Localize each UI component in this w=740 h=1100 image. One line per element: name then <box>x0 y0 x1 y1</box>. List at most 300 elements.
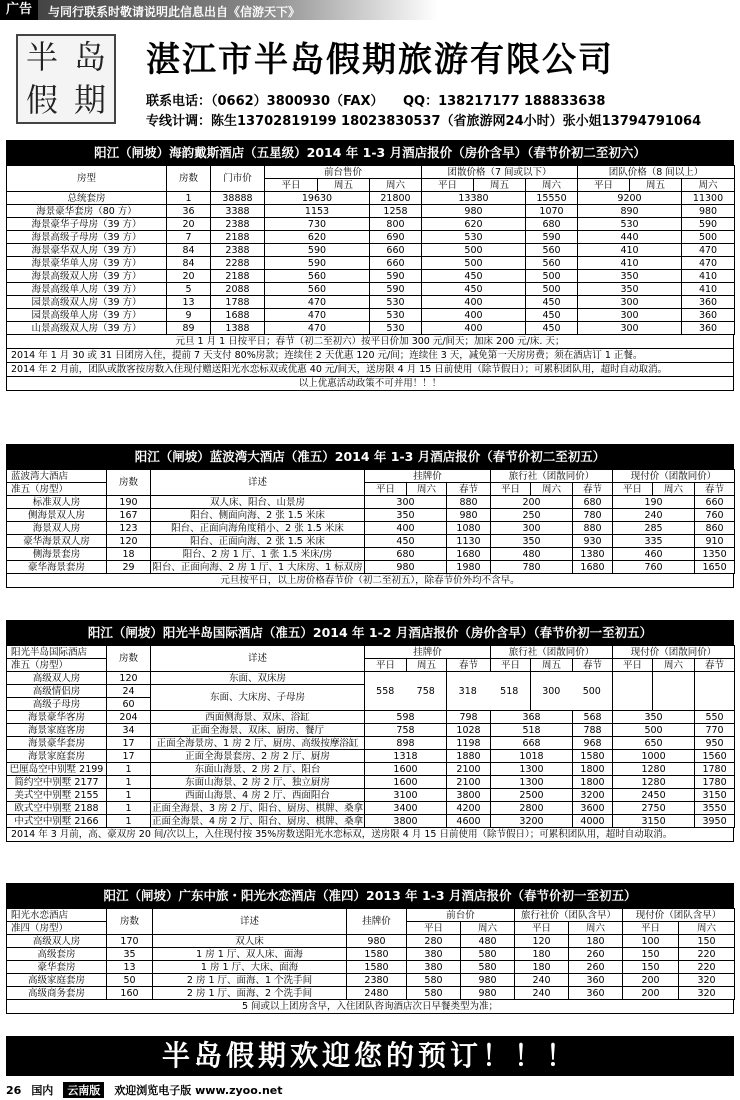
table-note: 元旦 1 月 1 日按平日；春节（初二至初六）按平日价加 300 元/间天；加床 200 元/床. 天； <box>6 335 734 349</box>
table-cell: 阳台、2 房 1 厅、1 张 1.5 米床/房 <box>151 548 365 561</box>
table-cell: 788 <box>573 724 613 737</box>
header-cell: 平日 <box>422 179 474 192</box>
table-cell: 15550 <box>526 192 578 205</box>
table-cell: 300 <box>578 296 682 309</box>
table-cell: 89 <box>167 322 211 335</box>
table-cell: 海景家庭客房 <box>7 724 107 737</box>
table-cell: 460 <box>613 548 695 561</box>
table-row <box>7 231 735 244</box>
table-cell: 980 <box>682 205 735 218</box>
table-cell: 标准双人房 <box>7 496 107 509</box>
table-cell: 50 <box>107 974 153 987</box>
page-number: 26 <box>6 1083 22 1097</box>
table-cell: 中式空中别墅 2166 <box>7 815 107 828</box>
header-cell: 旅行社价（团队含早） <box>515 909 623 922</box>
table-cell: 正面全海景、4 房 2 厅、阳台、厨房、棋牌、桑拿 <box>152 815 364 827</box>
table-cell: 阳台、正面向海、2 房 1 厅、1 大床房、1 标双房 <box>152 561 363 573</box>
table-cell: 598 <box>365 711 447 724</box>
table-cell: 780 <box>573 509 613 522</box>
contact-info <box>146 92 701 132</box>
table-cell: 368 <box>491 711 573 724</box>
table-cell: 3150 <box>613 815 695 828</box>
table-cell: 13 <box>107 961 153 974</box>
table-row <box>7 935 735 948</box>
table-cell: 300 500 <box>531 672 613 711</box>
table-cell: 180 <box>515 961 569 974</box>
table-cell: 770 <box>695 724 735 737</box>
table-cell: 海景豪华单人房（39 方） <box>7 257 167 270</box>
table-cell: 17 <box>107 737 151 750</box>
table-cell: 680 <box>526 218 578 231</box>
header-cell: 阳光水恋酒店 <box>7 909 107 922</box>
header-cell: 房数 <box>107 646 151 672</box>
table-note: 以上优惠活动政策不可并用！！！ <box>6 377 734 391</box>
table-cell: 1380 <box>573 548 613 561</box>
table-cell: 580 <box>461 948 515 961</box>
table-note: 元旦按平日，以上房价格春节价（初二至初五），除春节价外均不含早。 <box>6 574 734 588</box>
price-table <box>6 469 735 574</box>
section-title: 阳江（闸坡）广东中旅・阳光水恋酒店（准四）2013 年 1-3 月酒店报价（春节价初一至初五） <box>6 883 734 908</box>
table-cell: 660 <box>370 257 422 270</box>
table-cell: 450 <box>422 283 526 296</box>
table-cell: 36 <box>167 205 211 218</box>
table-cell: 410 <box>682 270 735 283</box>
table-cell: 470 <box>265 322 370 335</box>
table-cell: 780 <box>491 561 573 574</box>
table-cell: 980 <box>422 205 526 218</box>
table-row <box>7 948 735 961</box>
header-cell: 平日 <box>491 483 531 496</box>
header-cell: 周五 <box>630 179 682 192</box>
header-cell: 周六 <box>569 922 623 935</box>
table-cell: 1580 <box>573 750 613 763</box>
table-cell: 530 <box>370 296 422 309</box>
table-cell: 总统套房 <box>7 192 167 205</box>
table-cell: 690 <box>370 231 422 244</box>
table-cell: 3600 <box>573 802 613 815</box>
table-cell: 1 <box>107 815 151 828</box>
price-table <box>6 645 735 828</box>
table-cell: 美式空中别墅 2155 <box>7 789 107 802</box>
table-cell: 880 <box>573 522 613 535</box>
header-cell: 平日 <box>265 179 318 192</box>
table-cell: 3200 <box>573 789 613 802</box>
table-cell: 260 <box>569 961 623 974</box>
table-cell: 巴厘岛空中别墅 2199 <box>7 763 107 776</box>
table-cell: 518 <box>491 724 573 737</box>
table-row <box>7 205 735 218</box>
table-cell: 260 <box>569 948 623 961</box>
table-cell: 800 <box>370 218 422 231</box>
table-cell: 3800 <box>447 789 491 802</box>
table-cell: 150 <box>623 948 679 961</box>
table-cell: 350 <box>491 535 573 548</box>
table-row <box>7 218 735 231</box>
table-row <box>7 561 735 574</box>
table-cell: 1 <box>107 763 151 776</box>
table-cell: 450 <box>526 322 578 335</box>
table-cell: 668 <box>491 737 573 750</box>
table-cell: 450 <box>422 270 526 283</box>
table-cell: 568 <box>573 711 613 724</box>
footer-edition: 云南版 <box>63 1082 104 1098</box>
header-cell: 平日 <box>623 922 679 935</box>
table-cell: 1980 <box>447 561 491 574</box>
promo-banner: 半岛假期欢迎您的预订！！！ <box>6 1036 734 1076</box>
table-cell: 580 <box>407 974 461 987</box>
company-header <box>6 22 734 132</box>
table-cell: 3400 <box>365 802 447 815</box>
table-cell: 760 <box>695 509 735 522</box>
table-row <box>7 815 735 828</box>
table-cell: 2188 <box>211 270 265 283</box>
header-cell: 房数 <box>107 470 151 496</box>
table-cell: 3200 <box>491 815 573 828</box>
header-cell: 周六 <box>461 922 515 935</box>
table-cell: 590 <box>526 231 578 244</box>
table-row <box>7 750 735 763</box>
table-cell: 38888 <box>211 192 265 205</box>
contact-line-phone: 联系电话：（0662）3800930（FAX） QQ：138217177 188833638 <box>146 94 606 109</box>
table-cell: 123 <box>107 522 151 535</box>
table-cell: 阳台、侧面向海、2 张 1.5 米床 <box>151 509 365 522</box>
table-row <box>7 961 735 974</box>
table-cell: 620 <box>422 218 526 231</box>
table-cell: 3100 <box>365 789 447 802</box>
table-cell: 360 <box>682 309 735 322</box>
company-logo <box>16 34 116 124</box>
table-cell: 470 <box>265 296 370 309</box>
table-cell: 930 <box>573 535 613 548</box>
table-cell: 500 <box>613 724 695 737</box>
table-cell: 东面、双床房 <box>151 672 365 685</box>
header-cell: 周六 <box>679 922 735 935</box>
header-cell: 房数 <box>167 166 211 192</box>
table-cell: 758 <box>365 724 447 737</box>
table-row <box>7 192 735 205</box>
header-cell: 平日 <box>365 483 407 496</box>
table-note: 2014 年 3 月前，高、豪双房 20 间/次以上，入住现付按 35%房数送阳光水恋标双，送房限 4 月 15 日前使用（除节假日）；可累积团队用，超时自动取消。 <box>6 828 734 842</box>
table-cell: 450 <box>526 296 578 309</box>
header-cell: 现付价（团散同价） <box>613 646 735 659</box>
table-cell: 9200 <box>578 192 682 205</box>
table-cell: 180 <box>515 948 569 961</box>
table-cell: 1788 <box>211 296 265 309</box>
table-cell: 阳台、正面向海角度稍小、2 张 1.5 米床 <box>151 522 365 535</box>
table-cell: 590 <box>370 283 422 296</box>
table-cell: 9 <box>167 309 211 322</box>
table-row <box>7 296 735 309</box>
table-row <box>7 509 735 522</box>
table-cell: 980 <box>347 935 407 948</box>
table-cell: 2388 <box>211 244 265 257</box>
table-cell: 园景高级单人房（39 方） <box>7 309 167 322</box>
table-cell: 220 <box>679 961 735 974</box>
table-cell: 1318 <box>365 750 447 763</box>
table-cell: 高级双人房 <box>7 672 107 685</box>
table-cell: 海景高级子母房（39 方） <box>7 231 167 244</box>
table-cell: 680 <box>365 548 447 561</box>
table-cell: 1280 <box>613 763 695 776</box>
table-cell: 1070 <box>526 205 578 218</box>
table-cell: 500 <box>526 283 578 296</box>
table-cell: 300 <box>578 309 682 322</box>
table-cell: 豪华套房 <box>7 961 107 974</box>
header-cell: 春节 <box>695 483 735 496</box>
table-cell: 西面山海景、4 房 2 厅、西面阳台 <box>151 789 365 802</box>
hotel-section-haiyun <box>6 140 734 391</box>
table-cell: 1560 <box>695 750 735 763</box>
header-cell: 周五 <box>474 179 526 192</box>
table-cell <box>613 672 653 711</box>
table-cell: 正面全海景、3 房 2 厅、阳台、厨房、棋牌、桑拿 <box>152 802 364 814</box>
table-cell: 13 <box>167 296 211 309</box>
table-cell: 2380 <box>347 974 407 987</box>
table-row <box>7 737 735 750</box>
table-cell: 1680 <box>573 561 613 574</box>
logo-char: 岛 <box>73 38 106 76</box>
table-row <box>7 309 735 322</box>
table-cell: 海景豪华子母房（39 方） <box>7 218 167 231</box>
table-cell: 海景豪华双人房（39 方） <box>7 244 167 257</box>
table-cell: 1800 <box>573 776 613 789</box>
footer-region: 国内 <box>31 1084 54 1097</box>
table-cell: 500 <box>682 231 735 244</box>
table-cell: 660 <box>695 496 735 509</box>
hotel-section-shuilian <box>6 883 734 1014</box>
section-title: 阳江（闸坡）海韵戴斯酒店（五星级）2014 年 1-3 月酒店报价（房价含早）（春节价初二至初六） <box>6 140 734 165</box>
header-cell: 详述 <box>151 646 365 672</box>
table-cell: 220 <box>679 948 735 961</box>
table-cell: 318 518 <box>447 672 531 711</box>
table-cell: 560 <box>526 244 578 257</box>
table-cell: 2480 <box>347 987 407 1000</box>
table-cell: 1580 <box>347 948 407 961</box>
table-cell: 400 <box>422 322 526 335</box>
table-cell: 950 <box>695 737 735 750</box>
table-cell: 190 <box>613 496 695 509</box>
table-cell <box>695 672 735 711</box>
hotel-section-lanbowan <box>6 444 734 588</box>
table-row <box>7 776 735 789</box>
table-cell: 335 <box>613 535 695 548</box>
table-row <box>7 535 735 548</box>
table-cell: 190 <box>107 496 151 509</box>
header-cell: 挂牌价 <box>365 646 491 659</box>
table-row <box>7 257 735 270</box>
table-cell: 730 <box>265 218 370 231</box>
table-cell: 2450 <box>613 789 695 802</box>
table-cell: 2188 <box>211 231 265 244</box>
header-cell: 挂牌价 <box>347 909 407 935</box>
table-cell: 980 <box>447 509 491 522</box>
table-cell: 园景高级双人房（39 方） <box>7 296 167 309</box>
header-cell: 春节 <box>447 483 491 496</box>
table-cell: 120 <box>107 672 151 685</box>
table-cell: 海景豪华客房 <box>7 711 107 724</box>
table-cell: 320 <box>679 987 735 1000</box>
table-cell: 2100 <box>447 763 491 776</box>
company-name: 湛江市半岛假期旅游有限公司 <box>146 40 614 80</box>
table-cell: 150 <box>623 961 679 974</box>
table-cell: 1580 <box>347 961 407 974</box>
table-cell: 980 <box>365 561 447 574</box>
table-row <box>7 270 735 283</box>
table-cell: 470 <box>682 257 735 270</box>
table-cell: 1 房 1 厅、双人床、面海 <box>153 948 347 961</box>
table-cell: 高级子母房 <box>7 698 107 711</box>
table-cell: 480 <box>491 548 573 561</box>
table-cell: 海景豪华套房 <box>7 737 107 750</box>
table-cell: 2 房 1 厅、面海、1 个洗手间 <box>153 974 347 987</box>
table-cell: 简约空中别墅 2177 <box>7 776 107 789</box>
table-cell: 高级套房 <box>7 948 107 961</box>
table-cell: 1 <box>107 802 151 815</box>
table-cell: 530 <box>370 309 422 322</box>
table-cell: 3388 <box>211 205 265 218</box>
table-note: 2014 年 1 月 30 或 31 日团房入住，提前 7 天支付 80%房款；连续住 2 天优惠 120 元/间；连续住 3 天，减免第一天房房费；须在酒店订 1 正餐。 <box>6 349 734 363</box>
header-cell: 平日 <box>613 483 653 496</box>
table-cell: 海景高级双人房（39 方） <box>7 270 167 283</box>
header-cell: 团散价格（7 间或以下） <box>422 166 578 179</box>
table-cell: 1000 <box>613 750 695 763</box>
table-cell: 380 <box>407 961 461 974</box>
table-cell: 550 <box>695 711 735 724</box>
header-cell: 平日 <box>613 659 653 672</box>
table-cell: 410 <box>682 283 735 296</box>
table-cell: 东面山海景、2 房 2 厅、独立厨房 <box>151 776 365 789</box>
table-cell: 2288 <box>211 257 265 270</box>
table-cell: 360 <box>682 296 735 309</box>
table-cell: 898 <box>365 737 447 750</box>
table-cell: 530 <box>422 231 526 244</box>
contact-line-staff: 专线计调：陈生13702819199 18023830537（省旅游网24小时）张小姐13794791064 <box>146 114 702 129</box>
table-cell: 350 <box>578 270 682 283</box>
table-row <box>7 974 735 987</box>
table-cell: 120 <box>515 935 569 948</box>
table-cell: 410 <box>578 257 682 270</box>
table-cell: 山景高级双人房（39 方） <box>7 322 167 335</box>
ad-note: 与同行联系时敬请说明此信息出自《信游天下》 <box>38 0 438 20</box>
table-row <box>7 987 735 1000</box>
header-cell: 周五 <box>407 659 447 672</box>
table-cell: 320 <box>679 974 735 987</box>
table-cell: 1198 <box>447 737 491 750</box>
table-note: 2014 年 2 月前，团队或散客按房数入住现付赠送阳光水恋标双或优惠 40 元/间天，送房限 4 月 15 日前使用（除节假日）；可累积团队用，超时自动取消。 <box>6 363 734 377</box>
table-cell: 3550 <box>695 802 735 815</box>
table-cell: 11300 <box>682 192 735 205</box>
table-cell: 35 <box>107 948 153 961</box>
table-cell: 580 <box>461 961 515 974</box>
table-cell: 84 <box>167 244 211 257</box>
price-table <box>6 165 735 335</box>
table-cell: 530 <box>578 218 682 231</box>
hotel-section-yangguang-bandao <box>6 620 734 842</box>
header-cell: 春节 <box>695 659 735 672</box>
table-cell: 20 <box>167 270 211 283</box>
table-cell: 2100 <box>447 776 491 789</box>
section-title: 阳江（闸坡）阳光半岛国际酒店（准五）2014 年 1-2 月酒店报价（房价含早）（春节价初一至初五） <box>6 620 734 645</box>
table-cell: 470 <box>682 244 735 257</box>
table-cell: 豪华海景双人房 <box>7 535 107 548</box>
table-cell: 29 <box>107 561 151 574</box>
header-cell: 周六 <box>653 659 695 672</box>
table-cell: 300 <box>365 496 447 509</box>
table-cell: 880 <box>447 496 491 509</box>
table-row <box>7 711 735 724</box>
table-cell: 167 <box>107 509 151 522</box>
header-cell: 准四（房型） <box>7 922 107 935</box>
table-cell: 海景豪华套房（80 方） <box>7 205 167 218</box>
page-footer <box>6 1082 734 1098</box>
table-cell: 590 <box>682 218 735 231</box>
table-row <box>7 763 735 776</box>
table-cell: 1600 <box>365 763 447 776</box>
table-cell: 890 <box>578 205 682 218</box>
table-cell: 60 <box>107 698 151 711</box>
table-cell: 150 <box>679 935 735 948</box>
table-cell: 285 <box>613 522 695 535</box>
header-cell: 周六 <box>370 179 422 192</box>
table-cell: 650 <box>613 737 695 750</box>
table-cell: 1153 <box>265 205 370 218</box>
table-row <box>7 322 735 335</box>
table-cell: 360 <box>569 987 623 1000</box>
table-cell: 204 <box>107 711 151 724</box>
table-cell: 2088 <box>211 283 265 296</box>
header-cell: 周五 <box>531 659 573 672</box>
table-cell: 590 <box>265 257 370 270</box>
logo-char: 假 <box>25 81 58 119</box>
table-cell: 侧海景双人房 <box>7 509 107 522</box>
table-note: 5 间或以上团房含早，入住团队咨询酒店次日早餐类型为准； <box>6 1000 734 1014</box>
header-cell: 周六 <box>653 483 695 496</box>
table-cell: 海景双人房 <box>7 522 107 535</box>
table-cell: 西面侧海景、双床、浴缸 <box>151 711 365 724</box>
table-cell: 2750 <box>613 802 695 815</box>
table-row <box>7 522 735 535</box>
table-cell: 480 <box>461 935 515 948</box>
table-cell: 高级商务套房 <box>7 987 107 1000</box>
table-cell: 450 <box>526 309 578 322</box>
header-cell: 前台售价 <box>265 166 422 179</box>
table-cell: 84 <box>167 257 211 270</box>
header-cell: 前台价 <box>407 909 515 922</box>
header-cell: 周六 <box>531 483 573 496</box>
table-cell: 2800 <box>491 802 573 815</box>
table-cell: 侧海景套房 <box>7 548 107 561</box>
price-table <box>6 908 735 1000</box>
table-row <box>7 724 735 737</box>
header-cell: 春节 <box>447 659 491 672</box>
table-cell: 1880 <box>447 750 491 763</box>
logo-char: 半 <box>25 38 58 76</box>
table-cell: 968 <box>573 737 613 750</box>
table-cell: 160 <box>107 987 153 1000</box>
table-cell: 200 <box>491 496 573 509</box>
table-cell: 760 <box>613 561 695 574</box>
header-cell: 准五（房型） <box>7 483 107 496</box>
table-cell: 东面、大床房、子母房 <box>151 685 365 711</box>
table-cell: 410 <box>578 244 682 257</box>
table-cell: 13380 <box>422 192 526 205</box>
header-cell: 房数 <box>107 909 153 935</box>
header-cell: 春节 <box>573 659 613 672</box>
table-cell: 240 <box>613 509 695 522</box>
table-cell: 590 <box>370 270 422 283</box>
table-cell: 400 <box>365 522 447 535</box>
table-cell: 620 <box>265 231 370 244</box>
